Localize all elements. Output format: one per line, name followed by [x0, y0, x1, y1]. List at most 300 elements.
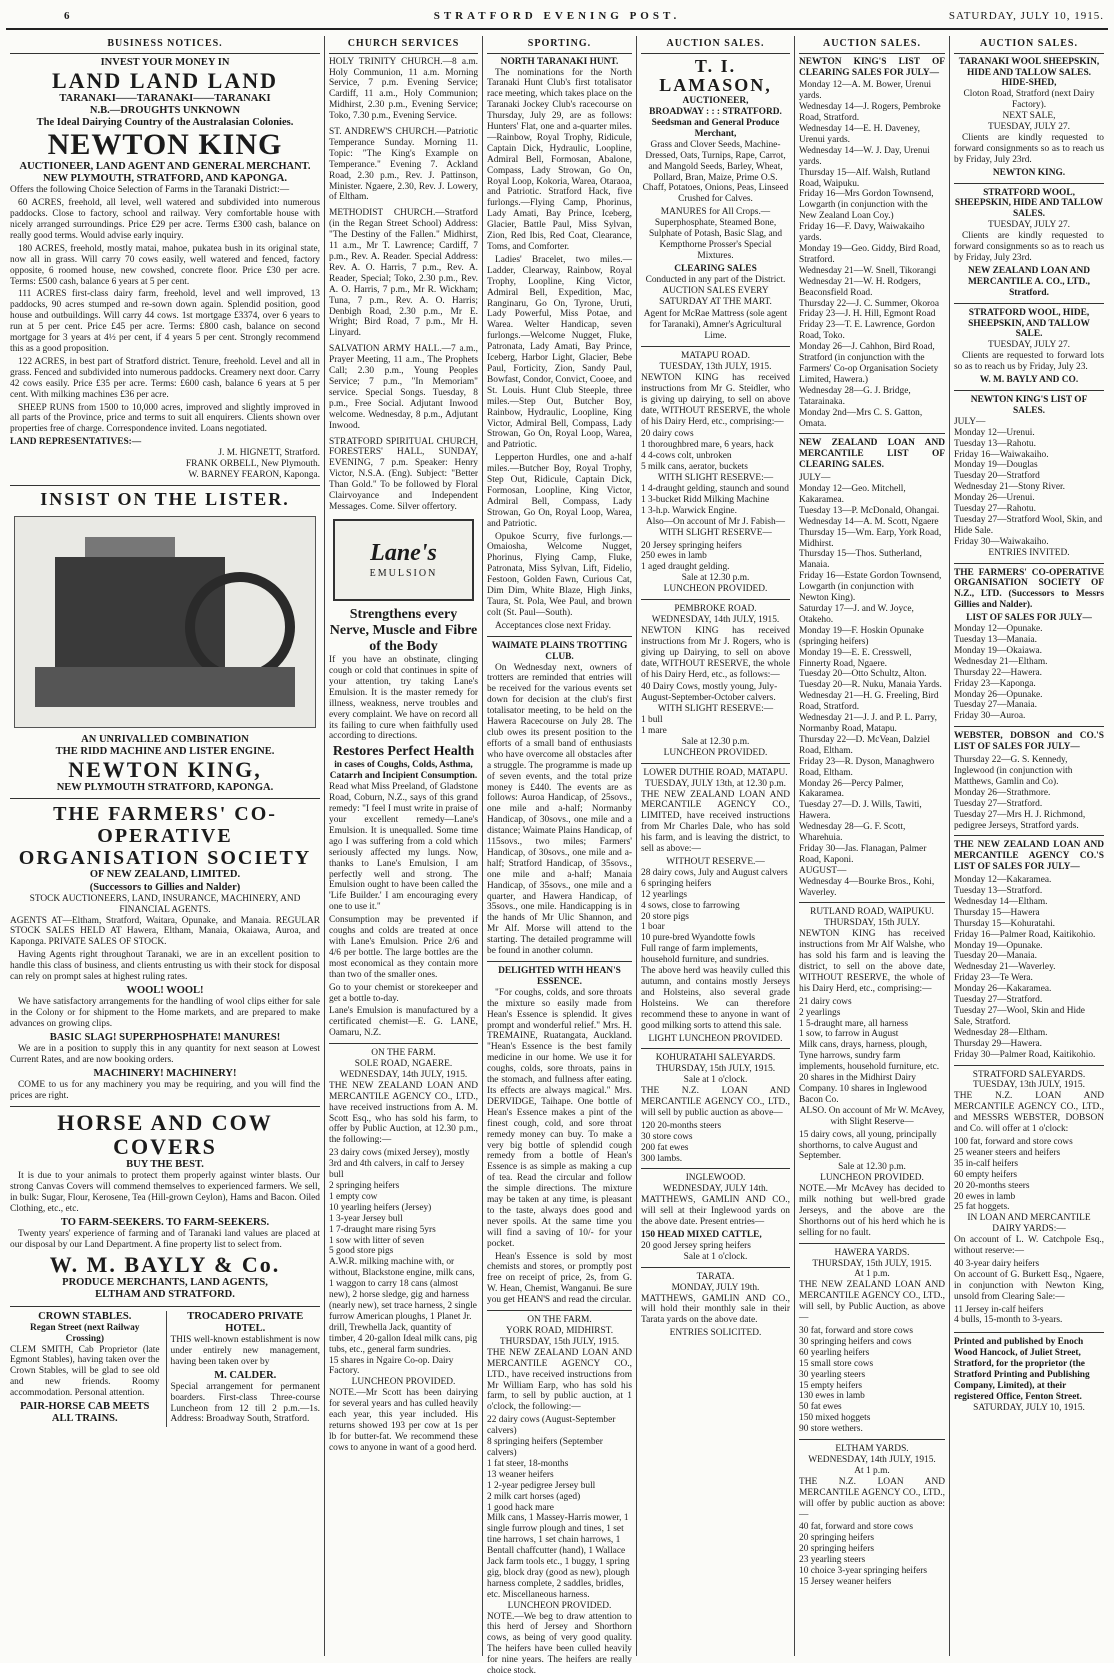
sale-list-item: Tuesday 27—Stratford Wool, Skin, and Hide Sale. — [954, 514, 1103, 536]
sale-list-item: Friday 23—T. E. Lawrence, Gordon Road, Toko. — [799, 320, 935, 342]
tarata-text: MATTHEWS, GAMLIN AND CO., will hold their monthly sale in their Tarata yards on the above date. — [641, 1293, 790, 1326]
hunt-text: The nominations for the North Taranaki Hunt Club's first totalisator race meeting, which takes place on the Taranaki Jockey Club's racecourse on Thursday, July 29, are as follows: Hunters' Flat, one and a-quarter miles.—Rainbow, Royal Trophy, Ridicule, Captain Dick, Hydraulic, Loopline, Admiral Bell, Formosan, Abalone, Compass, Lady Strowan, Go On, Royal Loop, Kokoria, Warea, Otaraoa, and Patriotic. Stratford Hack, five furlongs.—Flying Camp, Phorinus, Lady Amati, Bay Prince, Iceberg, Glacier, Battle Paul, Miss Sylvan, Zion, Red Ibis, Red Coat, Clearance, Toms, and Comforter. — [487, 67, 632, 252]
sale-list-item: Friday 16—Mrs Gordon Townsend, Lowgarth (in conjunction with the New Zealand Loan Coy.) — [799, 189, 934, 222]
sale-item: 20 store pigs — [641, 911, 689, 922]
trocadero-ad — [166, 1311, 321, 1428]
sale-list — [954, 875, 1104, 1060]
horse-covers-heading: HORSE AND COW COVERS — [57, 1109, 273, 1160]
also-text: ALSO. On account of Mr W. McAvey, with Slight Reserve— — [799, 1105, 945, 1127]
sale-item: 25 weaner steers and heifers — [954, 1147, 1061, 1158]
church-notice: ST. ANDREW'S CHURCH.—Patriotic Temperance Sunday. Morning 11. Topic: "The King's Example on Temperance." Evening 7. Ackland Road, 2.30 p.m., Rev. J. Pattinson, Minister. Ngaere, 2.30, Rev. J. Lowery, of Eltham. — [329, 127, 478, 203]
sale-list-item: Friday 30—Waiwakaiho. — [954, 536, 1049, 547]
sale-list-item: Tuesday 27—D. J. Wills, Tawiti, Hawera. — [799, 800, 922, 822]
agents-text: AGENTS AT—Eltham, Stratford, Waitara, Opunake, and Manaia. REGULAR STOCK SALES HELD AT Hawera, Eltham, Manaia, Okaiawa, Auroa, and Kaponga. PRIVATE SALES OF STOCK. — [10, 915, 320, 948]
sale-list-item: Tuesday 20—Otto Schultz, Alton. — [799, 669, 927, 680]
lister-engine-illustration — [14, 516, 316, 728]
masthead — [6, 8, 1108, 30]
sale-list-item: Friday 23—R. Dyson, Managhwero Road, Eltham. — [799, 756, 935, 778]
representatives-label: LAND REPRESENTATIVES:— — [10, 437, 142, 448]
sale-item: 4 bulls, 15-month to 3-years. — [954, 1315, 1063, 1326]
sale-item: 1 boar — [641, 922, 665, 933]
lower-duthie-text: THE NEW ZEALAND LOAN AND MERCANTILE AGENCY CO., LIMITED, have received instructions from Mr Charles Dale, who has sold his farm, and is leaving the district, to sell as above:— — [641, 789, 790, 855]
saleyards-text: THE N.Z. LOAN AND MERCANTILE AGENCY CO., LTD., and MESSRS WEBSTER, DOBSON and Co. will offer at 1 o'clock: — [954, 1091, 1104, 1135]
crown-stables-address: Regan Street (next Railway Crossing) — [30, 1322, 140, 1344]
trocadero-text: THIS well-known establishment is now under entirely new management, having been taken over by — [170, 1334, 320, 1367]
imprint: Printed and published by Enoch Wood Hancock, of Juliet Street, Stratford, for the proprietor (the Stratford Printing and Publishing Company, Limited), at their registered Office, Fenton Street. — [954, 1332, 1104, 1402]
sale-list-item: Thursday 15—Hawera — [954, 907, 1040, 918]
sale-item: 130 ewes in lamb — [799, 1391, 865, 1402]
sale-time: Sale at 12.30 p.m. — [838, 1162, 906, 1173]
sale-list-item: Wednesday 21—W. Snell, Tikorangi — [799, 265, 937, 276]
farm-listing: 60 ACRES, freehold, all level, well watered and subdivided into numerous paddocks. Close to factory, school and railway. Very comfortable house with nicely arranged surroundings. Price £29 per acre. Terms £300 cash, balance on really good terms. Would advise early inquiry. — [10, 198, 320, 241]
stock-line: STOCK AUCTIONEERS, LAND, INSURANCE, MACHINERY, AND FINANCIAL AGENTS. — [29, 893, 301, 915]
inglewood-date: WEDNESDAY, JULY 14th. — [663, 1184, 768, 1195]
sale-list-item: Wednesday 14—Eltham. — [954, 896, 1048, 907]
ideal-line: The Ideal Dairying Country of the Australasian Colonies. — [36, 117, 294, 129]
sale-date: TUESDAY, JULY 27. — [987, 340, 1071, 351]
sale-list-item: Wednesday 14—E. H. Daveney, Urenui yards. — [799, 124, 920, 145]
sale-item: 20 dairy cows — [641, 429, 694, 440]
sale-list-item: Monday 19—E. E. Cresswell, Finnerty Road, Ngaere. — [799, 647, 912, 669]
sale-item: 300 lambs. — [641, 1153, 683, 1164]
section-header: AUCTION SALES. — [954, 36, 1104, 54]
sale-list-item: Wednesday 4—Bourke Bros., Kohi, Waverley. — [799, 876, 935, 898]
clients-text: Clients are requested to forward lots so as to reach us by Friday, July 23. — [954, 351, 1104, 373]
lanes-logo-sub: EMULSION — [369, 567, 438, 579]
farm-listing: 180 ACRES, freehold, mostly matai, mahoe, pukatea bush in its original state, now all in grass. Will carry 70 cows easily, well watered and fenced, factory opposite, 6 roomed house, new cowshed, concrete floor. Price £30 per acre. Terms: £500 cash, balance 6 years at 5 per cent. — [10, 243, 320, 287]
saleyards-heading: STRATFORD SALEYARDS. — [972, 1069, 1086, 1080]
luncheon-line: LUNCHEON PROVIDED. — [663, 747, 768, 758]
cloton-line: Cloton Road, Stratford (next Dairy Factory). — [963, 89, 1095, 111]
church-notice: STRATFORD SPIRITUAL CHURCH, FORESTERS' HALL, SUNDAY, EVENING, 7 p.m. Speaker: Henry Victor, N.S.A. (Eng). Subject: "Better Than Gold." To be followed by Floral Clairvoyance and Independent Messages. Come. Silver offertory. — [329, 436, 478, 512]
hunt-heading: NORTH TARANAKI HUNT. — [500, 56, 619, 67]
lamason-heading: T. I. LAMASON, — [659, 55, 772, 96]
sale-list — [799, 484, 945, 898]
sale-list-item: Thursday 15—Alf. Walsh, Rutland Road, Waipuku. — [799, 167, 931, 189]
sale-list-item: Friday 23—Te Wera. — [954, 973, 1033, 984]
farmers-list-heading: LIST OF SALES FOR JULY— — [966, 613, 1092, 624]
nz-july: JULY— — [799, 473, 831, 484]
sale-item: 2 springing heifers — [329, 1181, 400, 1191]
sale-item: 20 ewes in lamb — [954, 1191, 1016, 1202]
strengthens-heading: Strengthens every Nerve, Muscle and Fibre of the Body — [329, 606, 478, 655]
sale-item: 8 springing heifers (September calvers) — [487, 1437, 603, 1458]
sale-item: 1 3-year Jersey bull — [329, 1213, 403, 1224]
sale-item: 250 ewes in lamb — [641, 551, 707, 562]
consumption-text: Consumption may be prevented if coughs and colds are treated at once with Lane's Emulsion. Price 2/6 and 4/6 per bottle. The large bottles are the most economical as they contain more than two of the smaller ones. — [329, 915, 478, 980]
sale-items — [641, 868, 790, 966]
sale-list-item: Tuesday 20—Manaia. — [954, 951, 1037, 962]
eltham-text: THE N.Z. LOAN AND MERCANTILE AGENCY CO., LTD., will offer by public auction as above:— — [799, 1476, 945, 1520]
nk-list-heading: NEWTON KING'S LIST OF CLEARING SALES FOR JULY— — [799, 56, 945, 78]
go-chemist-text: Go to your chemist or storekeeper and get a bottle to-day. — [329, 982, 478, 1004]
sale-items — [641, 1121, 790, 1165]
column-business-notices — [6, 36, 324, 1656]
sale-list-item: Tuesday 27—Wool, Skin and Hide Sale, Stratford. — [954, 1006, 1085, 1027]
sale-time: Sale at 12.30 p.m. — [681, 573, 750, 584]
column-auction-sales-2 — [794, 36, 949, 1656]
waimate-text: On Wednesday next, owners of trotters are reminded that entries will be received for the various events set down for decision at the club's first totalisator meeting, to be held on the Hawera Racecourse on July 28. The club owes its present position to the efforts of a small band of enthusiasts who have overcome all obstacles after a struggle. The programme is made up of seven events, and the total prize money is £440. The events are as follows: Auroa Handicap, of 25sovs., one mile and a-half; Normanby Handicap, of 30sovs., one mile and a distance; Waimate Plains Handicap, of 115sovs., two miles; Farmers' Handicap, of 30sovs., one mile and a-half; Stratford Handicap, of 35sovs., one mile and a-half; Manaia Handicap, of 35sovs., one mile and a quarter, and Hawera Handicap, of 35sovs., one mile. Handicapping is in the hands of Mr Ulic Shannon, and Mr Alf. Morse will attend to the starting. The detailed programme will be found in another column. — [487, 662, 632, 957]
on-farm-heading: ON THE FARM. — [527, 1315, 592, 1326]
sale-item: 5 good store pigs — [329, 1246, 394, 1257]
having-text: Having Agents right throughout Taranaki, we are in an excellent position to handle this class of business, and clients entrusting us with their stock for disposal can rely on prompt sales at highest ruling rates. — [10, 950, 320, 983]
restores-heading: Restores Perfect Health — [332, 744, 475, 760]
nz-loan-text: THE NEW ZEALAND LOAN AND MERCANTILE AGENCY CO., LTD., have received instructions from Mr William Earp, who has sold his farm, to sell by public auction, at 1 o'clock, the following:— — [487, 1347, 632, 1413]
column-auction-sales-1 — [636, 36, 794, 1656]
representative: J. M. HIGNETT, Stratford. — [218, 448, 320, 459]
sale-list-item: Friday 30—Palmer Road, Kaitikohio. — [954, 1049, 1096, 1060]
sale-list-item: Thursday 22—J. C. Summer, Okoroa — [799, 298, 939, 309]
sale-items — [799, 1522, 945, 1587]
eltham-time: At 1 p.m. — [854, 1465, 890, 1476]
webster-heading: WEBSTER, DOBSON and CO.'S LIST OF SALES FOR JULY— — [954, 731, 1104, 753]
testimonial-text: Read what Miss Preeland, of Gladstone Road, Coburn, N.Z., says of this grand remedy: "I feel I must write in praise of your excellent remedy—Lane's Emulsion. It is unequalled. Some time ago I was suffering from a cold which seriously affected my lungs. Now, thanks to Lane's Emulsion, I am perfectly well and strong. The Emulsion ought to have been called the 'Life Builder.' I am encouraging every one to use it." — [329, 782, 478, 913]
sale-item: 2 milk cart horses (aged) — [487, 1491, 581, 1502]
produce-line: PRODUCE MERCHANTS, LAND AGENTS, — [62, 1277, 268, 1289]
sale-list-item: Wednesday 14—A. M. Scott, Ngaere — [799, 516, 939, 527]
sale-item: 30 yearling steers — [799, 1369, 866, 1380]
rutland-text: NEWTON KING has received instructions from Mr Alf Walshe, who has sold his farm and is leaving the district, to sell on the above date, WITHOUT RESERVE, the whole of his Dairy Herd, etc., comprising:— — [799, 929, 945, 994]
sale-item: 23 dairy cows (mixed Jersey), mostly 3rd and 4th calvers, in calf to Jersey bull — [329, 1148, 470, 1181]
inglewood-text: MATTHEWS, GAMLIN AND CO., will sell at their Inglewood yards on the above date. Present entries— — [641, 1195, 790, 1228]
section-header: BUSINESS NOTICES. — [10, 36, 320, 54]
sale-list-item: Monday 12—Urenui. — [954, 427, 1035, 438]
sale-list-item: Wednesday 14—W. J. Day, Urenui yards. — [799, 145, 930, 167]
sale-list-item: Friday 30—Auroa. — [954, 711, 1026, 722]
issue-date: SATURDAY, JULY 10, 1915. — [948, 10, 1104, 22]
sale-item: 1 aged draught gelding. — [641, 562, 730, 573]
matapu-date: TUESDAY, 13th JULY, 1915. — [659, 362, 772, 373]
bayly-sign: W. M. BAYLY AND CO. — [979, 375, 1079, 386]
sale-list-item: Friday 16—Palmer Road, Kaitikohio. — [954, 929, 1096, 940]
sale-items — [641, 682, 790, 704]
taranaki-wool-heading: TARANAKI WOOL SHEEPSKIN, HIDE AND TALLOW SALES. — [958, 56, 1100, 78]
sale-list-item: Friday 23—J. H. Hill, Egmont Road — [799, 309, 936, 320]
sale-item: 1 4-draught gelding, staunch and sound — [641, 484, 789, 494]
sale-item: 20 20-months steers — [954, 1180, 1030, 1191]
sale-item: 25 fat hoggets. — [954, 1202, 1010, 1213]
hean-text: "For coughs, colds, and sore throats the mixture so easily made from Hean's Essence is splendid. It gives prompt and wonderful relief." Mrs. H. TREMAINE, Ruatangata, Auckland. "Hean's Essence is the best family medicine in our home. We use it for coughs, colds, sore throats, pains in the stomach, and fullness after eating. Its effects are always magical." Mrs. DERVIDGE, Taihape. One bottle of Hean's Essence makes a pint of the finest cough, cold, and sore throat remedy money can buy. To make a very big bottle of splendid cough remedy from a bottle of Hean's Essence is as simple as making a cup of tea. Read the circular and follow the simple directions. The mixture may be taken at any time, is pleasant to the taste, always does good and never spoils. At the same time you will find a saving of 10/- for your pocket. — [487, 987, 632, 1249]
sale-items — [641, 715, 790, 737]
sale-item: 1 3-h.p. Warwick Engine. — [641, 505, 737, 516]
sale-date: TUESDAY, JULY 27. — [987, 122, 1071, 133]
sale-list-item: Tuesday 13—Rahotu. — [954, 438, 1036, 449]
sale-list-item: Thursday 15—Wm. Earp, York Road, Midhirst. — [799, 527, 942, 549]
newton-king-sign: NEWTON KING. — [992, 167, 1066, 178]
waimate-heading: WAIMATE PLAINS TROTTING CLUB. — [491, 640, 628, 662]
sale-list-item: Monday 19—F. Hoskin Opunake (springing heifers) — [799, 625, 924, 647]
sale-items — [799, 1326, 945, 1435]
sale-list-item: AUGUST— — [799, 865, 847, 876]
sale-item: 21 dairy cows — [799, 996, 852, 1007]
machinery-text: COME to us for any machinery you may be requiring, and you will find the prices are right. — [10, 1080, 320, 1101]
sale-item: 4 sows, close to farrowing — [641, 900, 740, 911]
hean-more: Hean's Essence is sold by most chemists and stores, or promptly post free on receipt of price, 2s, from G. W. Hean, Chemist, Wanganui. Be sure you get HEAN'S and read the circular. — [487, 1251, 632, 1306]
pembroke-date: WEDNESDAY, 14th JULY, 1915. — [651, 614, 780, 625]
sale-items — [641, 541, 790, 574]
sale-list — [954, 755, 1104, 831]
sale-list-item: Thursday 15—Thos. Sutherland, Manaia. — [799, 549, 922, 571]
stratford-wool-heading: STRATFORD WOOL, SHEEPSKIN, HIDE AND TALLOW SALES. — [954, 187, 1104, 220]
sale-item: Full range of farm implements, household furniture, and sundries. — [641, 944, 769, 966]
church-notice: SALVATION ARMY HALL.—7 a.m., Prayer Meeting, 11 a.m., The Prophets Call; 2.30 p.m., Young Peoples Service; 7 p.m., "In Memoriam" service. Special Songs. Tuesday, 8 p.m., Free Social. Adjutant Inwood welcome. Wednesday, 8 p.m., Adjutant Inwood. — [329, 344, 478, 431]
sale-item: 30 store cows — [641, 1131, 693, 1142]
sale-list-item: Friday 16—Waiwakaiho. — [954, 449, 1049, 460]
sale-list — [799, 80, 945, 429]
land-heading: LAND LAND LAND — [51, 67, 278, 93]
representative: W. BARNEY FEARON, Kaponga. — [188, 469, 320, 480]
bottom-ads — [10, 1311, 320, 1428]
unrivalled-line: AN UNRIVALLED COMBINATION — [81, 733, 249, 745]
sale-item: 10 yearling heifers (Jersey) — [329, 1202, 432, 1213]
eltham-heading: ELTHAM YARDS. — [835, 1444, 909, 1455]
sale-item: 1 mare — [641, 726, 667, 737]
sale-date: TUESDAY, JULY 27. — [987, 220, 1071, 231]
trocadero-heading: TROCADERO PRIVATE HOTEL. — [187, 1310, 304, 1334]
hawera-time: At 1 p.m. — [854, 1269, 890, 1280]
taranaki-line: TARANAKI——TARANAKI——TARANAKI — [59, 92, 271, 104]
manufactured-text: Lane's Emulsion is manufactured by a certificated chemist—E. G. LANE, Oamaru, N.Z. — [329, 1006, 478, 1039]
nk-sales-heading: NEWTON KING'S LIST OF SALES. — [970, 394, 1088, 416]
sale-item: 6 springing heifers — [641, 878, 712, 889]
sale-list-item: Tuesday 13—Stratford. — [954, 886, 1043, 897]
newton-king-heading: NEWTON KING — [47, 128, 283, 162]
note-text: NOTE.—Mr McAvey has decided to milk nothing but well-bred grade Jerseys, and the above are the Shorthorns out of his herd which he is selling for no fault. — [799, 1184, 945, 1238]
matapu-text: NEWTON KING has received instructions from Mr G. Steidler, who is giving up dairying, to sell on above date, WITHOUT RESERVE, the whole of his Dairy Herd, etc., comprising:— — [641, 372, 790, 427]
sale-list-item: Wednesday 21—Waverley. — [954, 962, 1056, 973]
note-text: NOTE.—Mr Scott has been dairying for several years and has culled heavily each year, this year included. His returns showed 193 per cow at 1s per lb for butter-fat. We recommend these cows to anyone in want of a good herd. — [329, 1388, 478, 1453]
nzl-sign: NEW ZEALAND LOAN AND MERCANTILE A. CO., LTD., Stratford. — [967, 265, 1091, 298]
clients-text: Clients are kindly requested to forward consignments so as to reach us by Friday, July 23rd. — [954, 132, 1104, 165]
sale-item: 40 Dairy Cows, mostly young, July-August-September-October calvers. — [641, 682, 778, 704]
sale-list-item: Monday 26—Strathmore. — [954, 787, 1051, 798]
sale-list-item: Tuesday 20—Stratford — [954, 471, 1040, 482]
places-line-2: NEW PLYMOUTH STRATFORD, KAPONGA. — [56, 782, 274, 794]
manures-text: MANURES for All Crops.—Superphosphate, Steamed Bone, Sulphate of Potash, Basic Slag, and Kempthorne Prosser's Special Mixtures. — [648, 207, 783, 261]
sale-item: 20 Jersey springing heifers — [641, 540, 742, 551]
sale-item: 11 Jersey in-calf heifers — [954, 1304, 1044, 1315]
sale-list-item: Monday 2nd—Mrs C. S. Gatton, Omata. — [799, 407, 923, 429]
farmers-successors: (Successors to Gillies and Nalder) — [89, 881, 241, 893]
newspaper-title: STRATFORD EVENING POST. — [433, 10, 681, 22]
sale-list-item: Monday 26—Urenui. — [954, 493, 1035, 504]
sale-item: 60 yearling heifers — [799, 1347, 870, 1358]
sale-item: 1 bull — [641, 715, 663, 726]
eltham-stratford-line: ELTHAM AND STRATFORD. — [95, 1289, 235, 1301]
sale-list-item: Monday 12—Geo. Mitchell, Kakaramea. — [799, 484, 906, 505]
trocadero-more: Special arrangement for permanent boarders. First-class Three-course Luncheon from 12 till 2 p.m.—1s. Address: Broadway South, Stratford. — [170, 1381, 320, 1425]
sale-item: 60 empty heifers — [954, 1169, 1018, 1180]
section-header: CHURCH SERVICES — [329, 36, 478, 54]
sale-list-item: Monday 12—Kakaramea. — [954, 875, 1052, 886]
wool-heading: WOOL! WOOL! — [126, 984, 204, 996]
inglewood-time: Sale at 1 o'clock. — [683, 1251, 748, 1262]
kohuratahi-heading: KOHURATAHI SALEYARDS. — [655, 1053, 776, 1064]
sale-list-item: Friday 16—Estate Gordon Townsend, Lowgarth (in conjunction with Newton King). — [799, 571, 942, 604]
tarata-date: MONDAY, JULY 19th. — [671, 1282, 760, 1293]
acceptances-text: Acceptances close next Friday. — [495, 620, 612, 631]
sale-list-item: Tuesday 27—Mrs H. J. Richmond, pedigree Jerseys, Stratford yards. — [954, 809, 1086, 831]
sale-list-item: Thursday 15—Kohuratahi. — [954, 918, 1056, 929]
rutland-date: THURSDAY, 15th JULY. — [824, 918, 920, 929]
sale-item: 100 fat, forward and store cows — [954, 1136, 1073, 1147]
engine-caption: THE RIDD MACHINE AND LISTER ENGINE. — [55, 745, 275, 757]
sale-item: 20 springing heifers — [799, 1544, 874, 1555]
inglewood-heading: INGLEWOOD. — [685, 1173, 746, 1184]
on-farm-heading: ON THE FARM. — [371, 1048, 436, 1059]
droughts-line: N.B.—DROUGHTS UNKNOWN — [89, 105, 241, 117]
sale-list-item: Friday 23—Kaponga. — [954, 678, 1036, 689]
sale-items — [954, 1137, 1104, 1213]
sale-list-item: Wednesday 21—Stony River. — [954, 482, 1065, 493]
sale-item: 1 2-year pedigree Jersey bull — [487, 1480, 596, 1491]
sale-list-item: Wednesday 21—J. J. and P. L. Parry, Normanby Road, Matapu. — [799, 713, 937, 734]
rutland-heading: RUTLAND ROAD, WAIPUKU. — [810, 907, 934, 918]
church-notice: HOLY TRINITY CHURCH.—8 a.m. Holy Communion, 11 a.m. Morning Service, 7 p.m. Evening Service; Cardiff, 11 a.m., Holy Communion; Midhirst, 2.30 p.m., Evening Service; Toko, 7.30 p.m., Evening Service. — [329, 56, 478, 122]
sale-list-item: Tuesday 27—Stratford. — [954, 995, 1043, 1006]
sale-list-item: Wednesday 28—G. J. Bridge, Tatarainaka. — [799, 385, 911, 407]
kohuratahi-time: Sale at 1 o'clock. — [683, 1075, 748, 1086]
pembroke-text: NEWTON KING has received instructions from Mr J. Rogers, who is giving up Dairying, to sell on above date, WITHOUT RESERVE, the whole of his Dairy Herd, etc., as follows:— — [641, 625, 790, 680]
sale-list-item: Thursday 29—Hawera. — [954, 1038, 1042, 1049]
church-notice: METHODIST CHURCH.—Stratford (in the Regan Street School) Address: "The Destiny of the Fallen." Midhirst, 11 a.m., Mr T. Lawrence; Cardiff, 7 p.m., Rev. A. Reader. Special Address: Rev. A. O. Harris, 7 p.m., Rev. A. Reader, Special; Toko, 2.30 p.m., Rev. A. O. Harris, 7 p.m., Mr R. Wickham; Tuna, 7 p.m., Rev. A. O. Harris; Denbigh Road, 2.30 p.m., Mr E. Wright; Bird Road, 7 p.m., Mr H. Linyard. — [329, 208, 478, 339]
sale-item: A.W.R. milking machine with, or without, Blackstone engine, milk cans, 1 waggon to carry 18 cans (almost new), 2 horse sledge, gig and harness (nearly new), set trace harness, 2 single furrow American ploughs, 1 Planet Jr. drill, Trewhella Jack, quantity of timber, 4 20-gallon Ideal milk cans, pig tubs, etc., general farm sundries. — [329, 1257, 478, 1355]
light-luncheon-line: LIGHT LUNCHEON PROVIDED. — [648, 1033, 783, 1044]
basic-slag-text: We are in a position to supply this in any quantity for next season at Lowest Current Rates, and are now booking orders. — [10, 1044, 320, 1065]
sale-item: 20 good Jersey spring heifers — [641, 1240, 751, 1251]
sale-list-item: Friday 16—F. Davy, Waiwakaiho yards. — [799, 222, 925, 244]
nz-loan-text: THE NEW ZEALAND LOAN AND MERCANTILE AGENCY CO., LTD., have received instructions from A. M. Scott Esq., who has sold his farm, to offer by Public Auction, at 12.30 p.m., the following:— — [329, 1080, 478, 1146]
farm-seekers-heading: TO FARM-SEEKERS. TO FARM-SEEKERS. — [60, 1217, 270, 1228]
note-text: NOTE.—We beg to draw attention to this herd of Jersey and Shorthorn cows, as being of very good quality. The heifers have been culled heavily for nine years. The heifers are really choice stock. — [487, 1611, 632, 1677]
nk-july: JULY— — [954, 416, 986, 427]
horse-covers-text: It is due to your animals to protect them properly against winter blasts. Our strong Canvas Covers will commend themselves to experienced farmers. We sell, in bulk: Sugar, Flour, Kerosene, Tea (Hill-grown Ceylon), Hams and Bacon. Oiled Clothing, etc., etc. — [10, 1171, 320, 1215]
sale-item: 5 milk cans, aerator, buckets — [641, 462, 748, 473]
sale-items — [641, 1230, 790, 1252]
sale-list-item: Tuesday 27—Manaia. — [954, 700, 1037, 711]
hawera-text: THE NEW ZEALAND LOAN AND MERCANTILE AGENCY CO., LTD., will sell, by Public Auction, as above— — [799, 1280, 945, 1324]
eltham-date: WEDNESDAY, 14th JULY, 1915. — [808, 1454, 936, 1465]
calder-line: M. CALDER. — [214, 1369, 277, 1381]
entries-solicited: ENTRIES SOLICITED. — [669, 1328, 762, 1339]
lamason-sub: AUCTIONEER, — [682, 96, 749, 107]
sale-list-item: Monday 26—Opunake. — [954, 689, 1043, 700]
dairy-yards-text: On account of L. W. Catchpole Esq., without reserve:— — [954, 1235, 1104, 1257]
dairy-yards-more: On account of G. Burkett Esq., Ngaere, in conjunction with Newton King, unsold from Clearing Sale:— — [954, 1269, 1104, 1302]
sale-item: 23 yearling steers — [799, 1555, 866, 1566]
clearing-heading: CLEARING SALES — [674, 263, 757, 274]
sale-item: 1 sow with litter of seven — [329, 1235, 425, 1246]
with-slight-reserve: WITH SLIGHT RESERVE:— — [657, 473, 774, 484]
lanes-emulsion-logo — [333, 519, 474, 601]
matapu-heading: MATAPU ROAD. — [680, 351, 751, 362]
sole-road-heading: SOLE ROAD, NGAERE. — [354, 1059, 453, 1070]
luncheon-line: LUNCHEON PROVIDED. — [820, 1173, 924, 1184]
sale-item: Milk cans, drays, harness, plough, Tyne harrows, sundry farm implements, household furniture, etc. 20 shares in the Midhirst Dairy Company. 10 shares in Inglewood Bacon Co. — [799, 1040, 940, 1105]
stratford-wool-heading-2: STRATFORD WOOL, HIDE, SHEEPSKIN, AND TALLOW SALE. — [968, 307, 1090, 340]
wool-text: We have satisfactory arrangements for the handling of wool clips either for sale in the Colony or for shipment to the Home markets, and are prepared to make advances on growing clips. — [10, 997, 320, 1029]
bayly-heading: W. M. BAYLY & Co. — [49, 1251, 281, 1277]
sale-item: 1 sow, to farrow in August — [799, 1029, 899, 1040]
ladies-text: Ladies' Bracelet, two miles.—Ladder, Clearway, Rainbow, Royal Trophy, Loopline, King Victor, Admiral Bell, Expedition, Mac, Ranginaru, Go On, Tyrone, Uruti, Lady Powerful, Miss Potae, and Warea. Welter Handicap, seven furlongs.—Welcome Nugget, Fluke, Patronata, Lady Amati, Bay Prince, Iceberg, Harbor Light, Glacier, Bebe Paul, Forticity, Zion, Sandy Paul, Bowfast, Condor, Convict, Cooee, and St. Louis. Hunt Club Steeple, three miles.—Step Out, Butcher Boy, Rainbow, Hydraulic, Loopline, King Victor, Admiral Bell, Compass, Lady Strowan, Go On, Royal Loop, Warea, and Patriotic. — [487, 254, 632, 451]
newton-king-heading-2: NEWTON KING, — [68, 757, 262, 783]
sale-item: 35 in-calf heifers — [954, 1158, 1019, 1169]
luncheon-line: LUNCHEON PROVIDED. — [507, 1600, 612, 1611]
lanes-text: If you have an obstinate, clinging cough or cold that continues in spite of your attention, try taking Lane's Emulsion. It is the master remedy for illness, weakness, nerve troubles and every complaint. We have on record all its failing to cure when faithfully used according to directions. — [329, 655, 478, 742]
sale-item: 40 3-year dairy heifers — [954, 1258, 1040, 1269]
sale-list-item: Monday 12—Opunake. — [954, 624, 1043, 635]
lamason-address: BROADWAY : : : STRATFORD. — [649, 107, 782, 118]
sale-item: 1 fat steer, 18-months — [487, 1458, 569, 1469]
sale-item: 10 pure-bred Wyandotte fowls — [641, 933, 756, 944]
column-church-services — [324, 36, 482, 1656]
sale-items — [641, 484, 790, 517]
lower-duthie-note: The above herd was heavily culled this autumn, and contains mostly Jerseys and Holsteins, also several grade Holsteins. We can therefore recommend these to anyone in want of good milking sorts to attend this sale. — [641, 966, 790, 1031]
hawera-date: THURSDAY, 15th JULY, 1915. — [812, 1258, 932, 1269]
sale-item: 10 choice 3-year springing heifers — [799, 1566, 928, 1577]
sale-item: 1 empty cow — [329, 1191, 378, 1202]
without-reserve: WITHOUT RESERVE.— — [666, 857, 765, 867]
sale-item: 13 weaner heifers — [487, 1469, 554, 1480]
column-sporting — [482, 36, 636, 1677]
opukoe-text: Opukoe Scurry, five furlongs.—Omaiosha, Welcome Nugget, Phorinus, Flying Camp, Fluke, Patronata, Miss Sylvan, Lift, Fidelio, Festoon, Golden Fawn, Curious Cat, Dim Dim, White Blaze, High Jinks, Taura, St. Pola, Wee Paul, and brown colt (St. Paul—South). — [487, 531, 632, 618]
sale-list — [954, 624, 1104, 722]
sale-list — [954, 428, 1104, 548]
entries-invited: ENTRIES INVITED. — [988, 547, 1070, 558]
lower-duthie-heading: LOWER DUTHIE ROAD, MATAPU. — [643, 767, 788, 778]
sale-list-item: Friday 30—Jas. Flanagan, Palmer Road, Kaponi. — [799, 843, 927, 865]
sale-list-item: Tuesday 27—Stratford. — [954, 798, 1043, 809]
hawera-heading: HAWERA YARDS. — [834, 1247, 910, 1258]
sale-list-item: Thursday 22—D. McVean, Dalziel Road, Eltham. — [799, 734, 930, 756]
sale-item: 40 fat, forward and store cows — [799, 1522, 914, 1533]
dairy-yards-heading: IN LOAN AND MERCANTILE DAIRY YARDS:— — [967, 1213, 1091, 1235]
clients-text: Clients are kindly requested to forward consignments so as to reach us by Friday, July 23rd. — [954, 231, 1104, 263]
buy-best-line: BUY THE BEST. — [126, 1159, 204, 1171]
sale-item: 150 HEAD MIXED CATTLE, — [641, 1230, 762, 1240]
sale-item: 1 3-bucket Ridd Milking Machine — [641, 494, 770, 505]
also-text: Also—On account of Mr J. Fabish—WITH SLIGHT RESERVE— — [645, 516, 786, 538]
sale-items — [954, 1259, 1104, 1270]
agent-text: Agent for McRae Mattress (sole agent for Taranaki), Amner's Agricultural Lime. — [643, 309, 788, 342]
lanes-logo-name: Lane's — [370, 540, 437, 567]
saleyards-date: TUESDAY, 13th JULY, 1915. — [973, 1080, 1085, 1091]
sale-item: 120 20-months steers — [641, 1120, 722, 1131]
nzl-list-heading: THE NEW ZEALAND LOAN AND MERCANTILE AGENCY CO.'S LIST OF SALES FOR JULY— — [954, 840, 1104, 873]
kohuratahi-date: THURSDAY, 15th JULY, 1915. — [655, 1064, 776, 1075]
lower-duthie-date: TUESDAY, JULY 13th, at 12.30 p.m. — [645, 778, 786, 789]
farmers-heading: THE FARMERS' CO-OPERATIVE ORGANISATION SOCIETY OF N.Z., LTD. (Successors to Messrs Gillies and Nalder). — [954, 567, 1104, 611]
sale-item: 15 shares in Ngaire Co-op. Dairy Factory. — [329, 1355, 454, 1377]
pembroke-heading: PEMBROKE ROAD. — [674, 604, 757, 615]
sale-list-item: Monday 19—Geo. Giddy, Bird Road, Stratford. — [799, 244, 941, 265]
luncheon-line: LUNCHEON PROVIDED. — [663, 584, 768, 595]
sale-item: 90 store wethers. — [799, 1424, 863, 1435]
sale-list-item: Monday 12—A. M. Bower, Urenui yards. — [799, 80, 932, 102]
farmers-coop-heading: THE FARMERS' CO-OPERATIVE ORGANISATION SOCIETY — [18, 803, 312, 870]
sale-date: WEDNESDAY, 14th JULY, 1915. — [339, 1069, 468, 1080]
next-sale-line: NEXT SALE, — [1002, 111, 1056, 122]
page-number: 6 — [64, 10, 72, 22]
sale-list-item: Monday 19—Opunake. — [954, 940, 1043, 951]
sale-item: Milk cans, 1 Massey-Harris mower, 1 single furrow plough and tines, 1 set tine harrows, 1 set chain harrows, 1 Bentall chaffcutter (hand), 1 Wallace Jack farm tools etc., 1 buggy, 1 spring gig, block dray (good as new), plough harness complete, 2 saddles, bridles, etc. Miscellaneous harness. — [487, 1513, 630, 1600]
sale-item: 15 Jersey weaner heifers — [799, 1576, 892, 1587]
sale-date: THURSDAY, 15th JULY, 1915. — [499, 1336, 620, 1347]
sale-item: 22 dairy cows (August-September calvers) — [487, 1415, 616, 1437]
insist-heading: INSIST ON THE LISTER. — [40, 488, 290, 509]
luncheon-line: LUNCHEON PROVIDED. — [351, 1377, 456, 1388]
hean-heading: DELIGHTED WITH HEAN'S ESSENCE. — [498, 966, 621, 987]
